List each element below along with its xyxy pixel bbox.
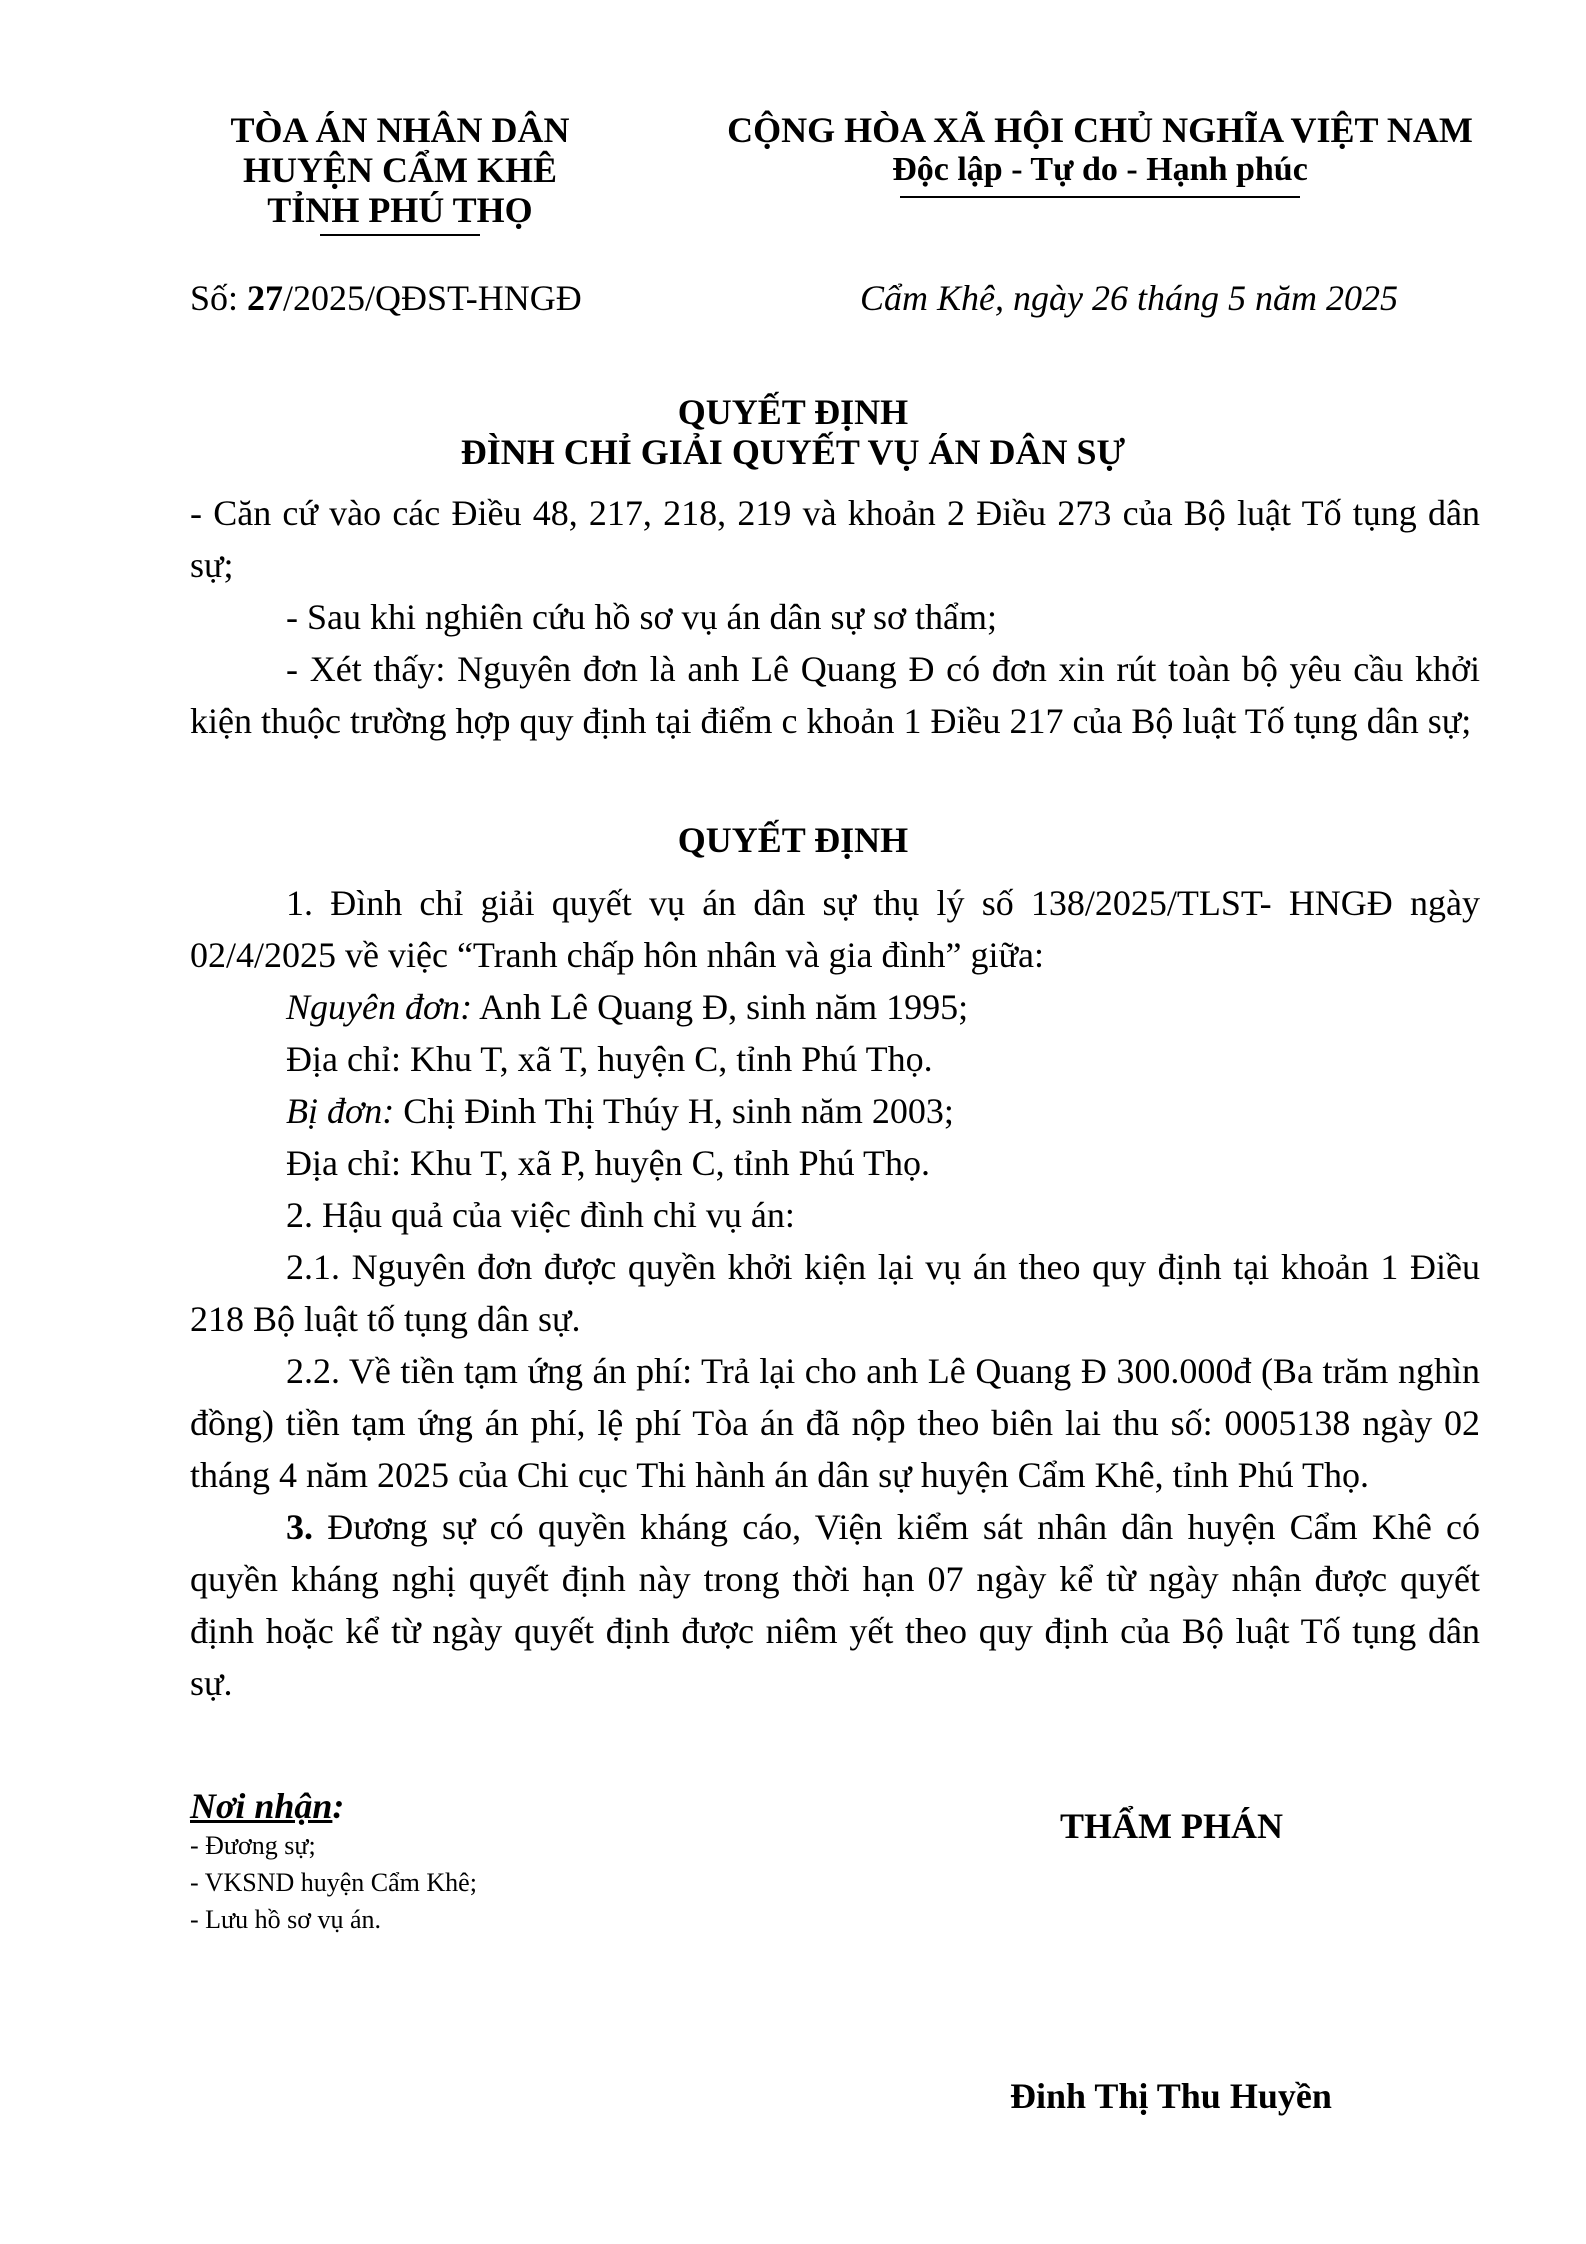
decision-heading: QUYẾT ĐỊNH xyxy=(677,820,909,860)
nation-header xyxy=(720,110,1480,198)
decision-item-3-text: Đương sự có quyền kháng cáo, Viện kiểm sát nhân dân huyện Cẩm Khê có quyền kháng nghị quyết định này trong thời hạn 07 ngày kể từ ngày nhận được quyết định hoặc kể từ ngày quyết định được niêm yết theo quy định của Bộ luật Tố tụng dân sự. xyxy=(190,1507,1480,1703)
recipients-title xyxy=(190,1785,477,1827)
decision-section xyxy=(190,877,1480,1709)
document-date: Cẩm Khê, ngày 26 tháng 5 năm 2025 xyxy=(860,278,1398,318)
recipient-item: - Lưu hồ sơ vụ án. xyxy=(190,1905,382,1934)
court-header-underline xyxy=(320,234,480,236)
nation-name: CỘNG HÒA XÃ HỘI CHỦ NGHĨA VIỆT NAM xyxy=(727,110,1473,150)
grounds-section xyxy=(190,487,1480,747)
document-number-prefix: Số: xyxy=(190,278,248,318)
decision-item-2: 2. Hậu quả của việc đình chỉ vụ án: xyxy=(286,1195,795,1235)
decision-item-2-2: 2.2. Về tiền tạm ứng án phí: Trả lại cho anh Lê Quang Đ 300.000đ (Ba trăm nghìn đồng) tiền tạm ứng án phí, lệ phí Tòa án đã nộp theo biên lai thu số: 0005138 ngày 02 tháng 4 năm 2025 của Chi cục Thi hành án dân sự huyện Cẩm Khê, tỉnh Phú Thọ. xyxy=(190,1351,1480,1495)
recipients-list xyxy=(190,1827,477,1938)
court-name-line3: TỈNH PHÚ THỌ xyxy=(267,190,533,230)
nation-motto: Độc lập - Tự do - Hạnh phúc xyxy=(892,151,1308,188)
defendant-line xyxy=(190,1085,1480,1137)
recipients-block xyxy=(190,1785,477,1938)
motto-underline xyxy=(900,196,1300,198)
document-number-value: 27 xyxy=(247,278,284,318)
ground-legal-basis: - Căn cứ vào các Điều 48, 217, 218, 219 và khoản 2 Điều 273 của Bộ luật Tố tụng dân sự; xyxy=(190,493,1480,585)
decision-item-3-number: 3. xyxy=(286,1507,313,1547)
title-line2: ĐÌNH CHỈ GIẢI QUYẾT VỤ ÁN DÂN SỰ xyxy=(460,432,1126,472)
defendant-label: Bị đơn: xyxy=(286,1091,395,1131)
recipient-item: - VKSND huyện Cẩm Khê; xyxy=(190,1868,477,1897)
document-title xyxy=(0,392,1586,472)
recipient-item: - Đương sự; xyxy=(190,1831,316,1860)
judge-name: Đinh Thị Thu Huyền xyxy=(1010,2076,1332,2116)
document-number xyxy=(190,277,582,319)
recipients-title-text: Nơi nhận xyxy=(190,1786,333,1826)
decision-item-2-1: 2.1. Nguyên đơn được quyền khởi kiện lại vụ án theo quy định tại khoản 1 Điều 218 Bộ luật tố tụng dân sự. xyxy=(190,1247,1480,1339)
judge-title: THẨM PHÁN xyxy=(1060,1806,1283,1846)
plaintiff-line xyxy=(190,981,1480,1033)
title-line1: QUYẾT ĐỊNH xyxy=(677,392,909,432)
court-name-line2: HUYỆN CẨM KHÊ xyxy=(243,150,557,190)
plaintiff-label: Nguyên đơn: xyxy=(286,987,473,1027)
plaintiff-value: Anh Lê Quang Đ, sinh năm 1995; xyxy=(472,987,969,1027)
court-header xyxy=(190,110,610,236)
defendant-address: Địa chỉ: Khu T, xã P, huyện C, tỉnh Phú Thọ. xyxy=(286,1143,930,1183)
ground-finding: - Xét thấy: Nguyên đơn là anh Lê Quang Đ có đơn xin rút toàn bộ yêu cầu khởi kiện thuộc trường hợp quy định tại điểm c khoản 1 Điều 217 của Bộ luật Tố tụng dân sự; xyxy=(190,649,1480,741)
decision-item-3 xyxy=(190,1501,1480,1709)
recipients-title-colon: : xyxy=(332,1786,345,1826)
ground-review: - Sau khi nghiên cứu hồ sơ vụ án dân sự sơ thẩm; xyxy=(286,597,998,637)
plaintiff-address: Địa chỉ: Khu T, xã T, huyện C, tỉnh Phú Thọ. xyxy=(286,1039,933,1079)
decision-item-1: 1. Đình chỉ giải quyết vụ án dân sự thụ lý số 138/2025/TLST- HNGĐ ngày 02/4/2025 về việc “Tranh chấp hôn nhân và gia đình” giữa: xyxy=(190,883,1480,975)
court-name-line1: TÒA ÁN NHÂN DÂN xyxy=(230,110,570,150)
defendant-value: Chị Đinh Thị Thúy H, sinh năm 2003; xyxy=(394,1091,954,1131)
document-number-suffix: /2025/QĐST-HNGĐ xyxy=(283,278,582,318)
